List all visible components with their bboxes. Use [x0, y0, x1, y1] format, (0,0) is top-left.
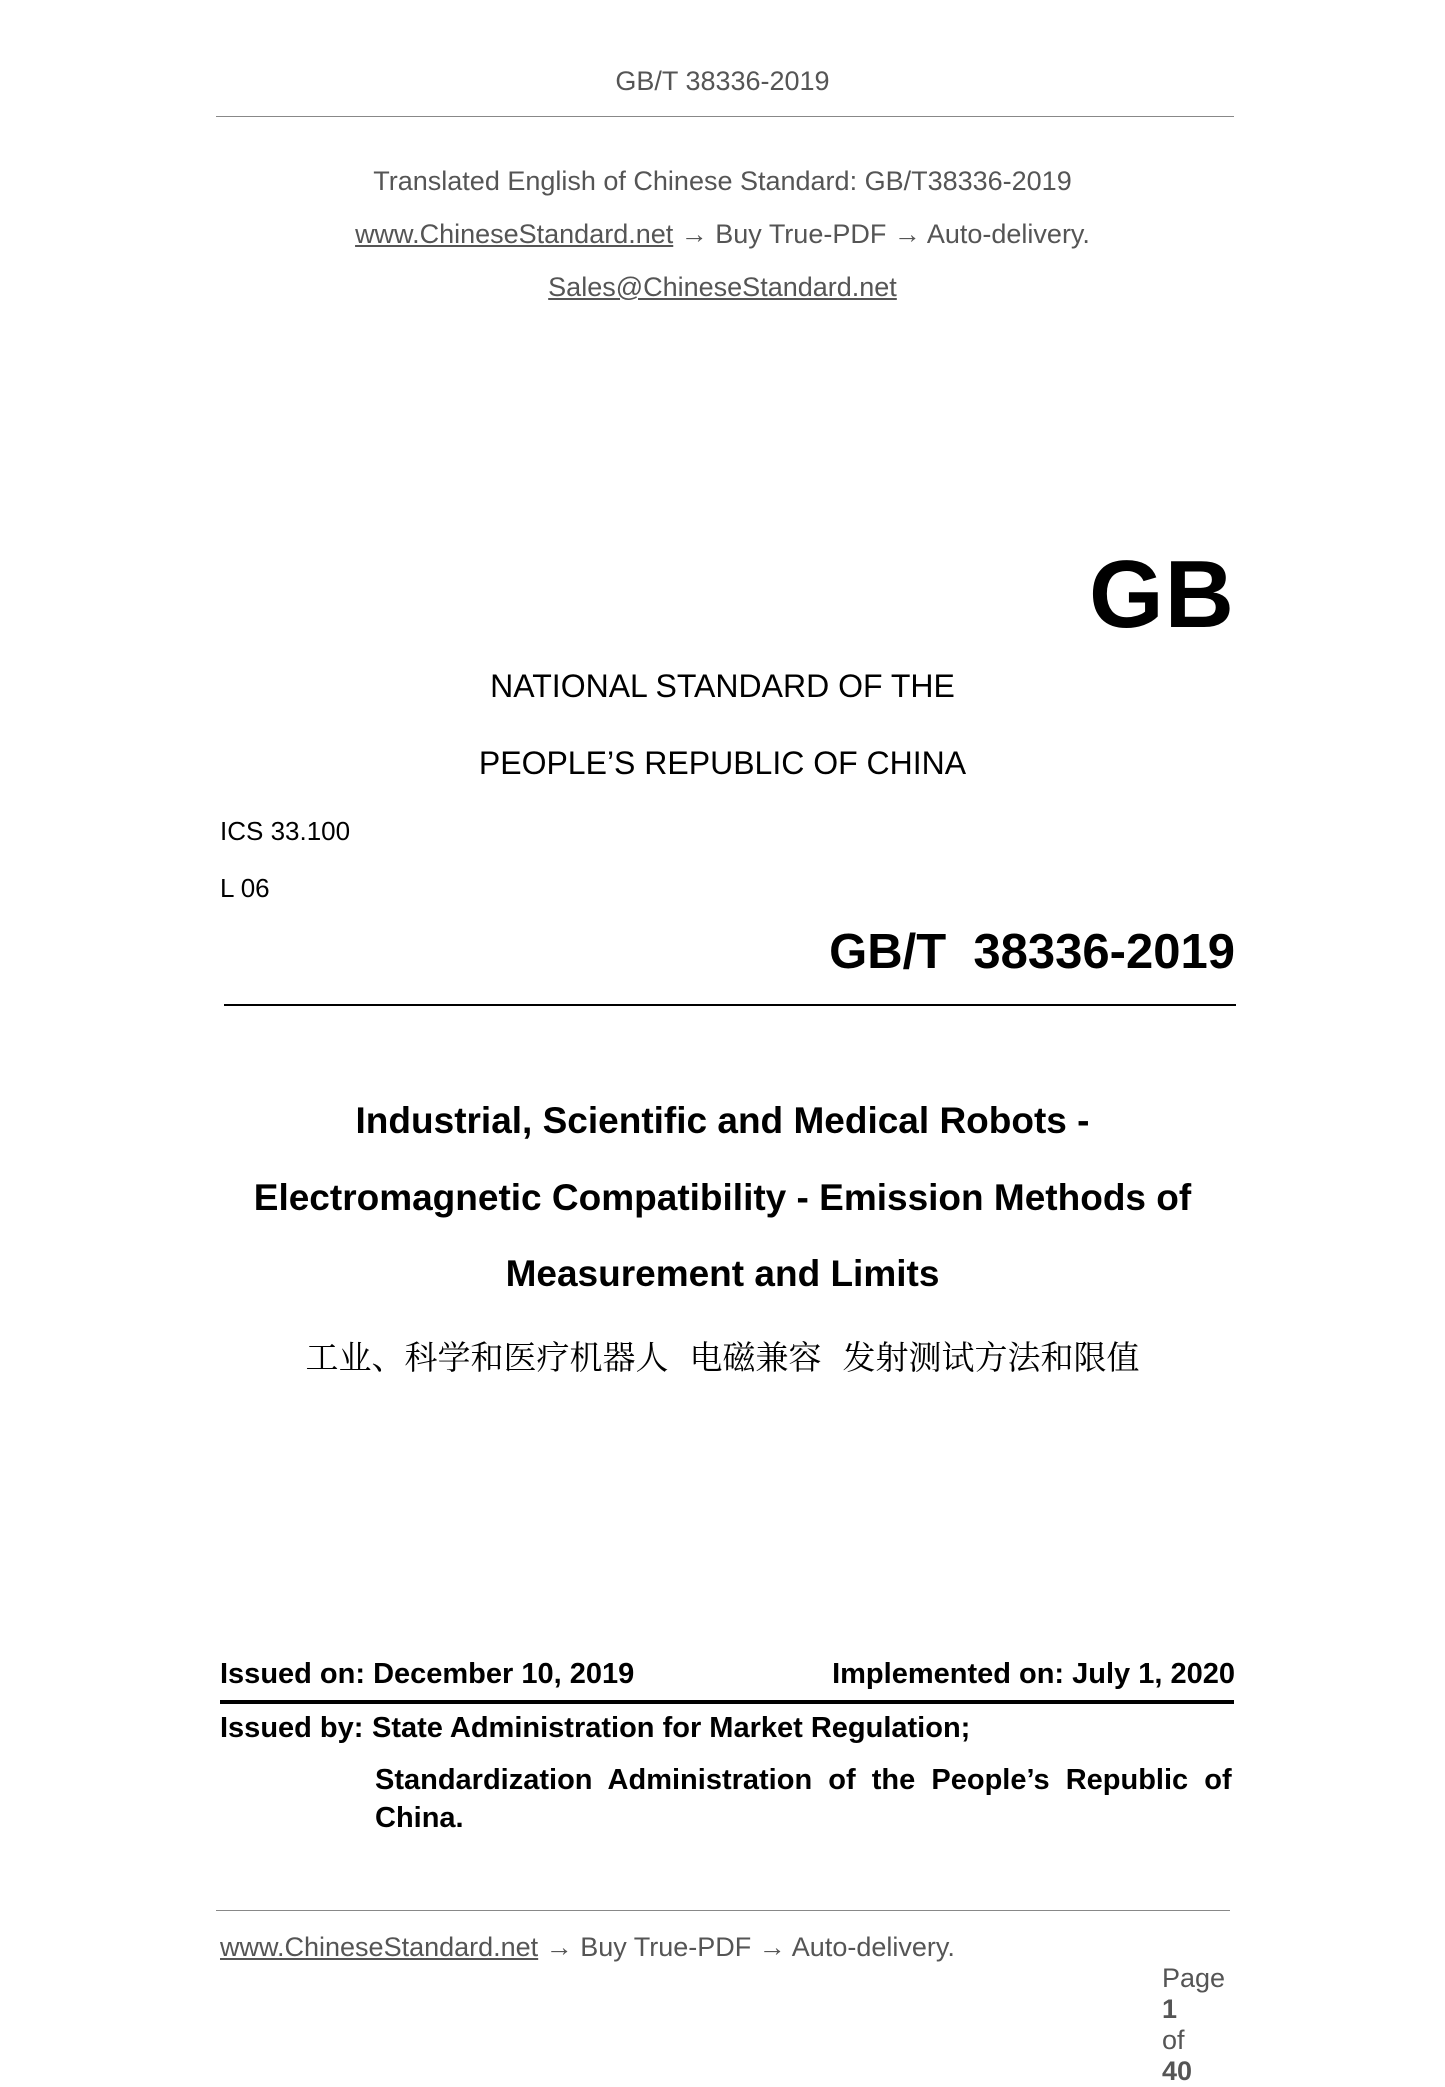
issuing-authority-1: State Administration for Market Regulation; [372, 1712, 971, 1744]
buy-true-pdf-text: Buy True-PDF [715, 219, 887, 249]
running-header: GB/T 38336-2019 [615, 66, 830, 96]
issued-by-label: Issued by: [220, 1712, 364, 1744]
document-title-line1: Industrial, Scientific and Medical Robots - [355, 1100, 1090, 1141]
footer-buy-text: Buy True-PDF [580, 1932, 752, 1962]
arrow-right-icon: → [758, 1932, 786, 1962]
national-standard-line2: PEOPLE’S REPUBLIC OF CHINA [478, 745, 967, 781]
issuing-authority-2-cont: China. [375, 1802, 464, 1834]
footer-site-link[interactable]: www.ChineseStandard.net [220, 1932, 539, 1962]
document-title-line2: Electromagnetic Compatibility - Emission Methods of [253, 1177, 1192, 1218]
issuing-authority-2: Standardization Administration of the People’s Republic of [375, 1764, 1232, 1796]
sales-email-link[interactable]: Sales@ChineseStandard.net [548, 272, 897, 302]
email-line [0, 272, 1445, 303]
site-link[interactable]: www.ChineseStandard.net [355, 219, 674, 249]
ccs-code: L 06 [220, 873, 270, 903]
standard-number-divider [224, 1004, 1236, 1006]
footer-delivery-text: Auto-delivery. [791, 1932, 955, 1962]
issued-on: Issued on: December 10, 2019 [220, 1658, 635, 1690]
page-label: Page [1161, 1963, 1225, 1993]
arrow-right-icon: → [680, 219, 708, 249]
arrow-right-icon: → [893, 219, 921, 249]
standard-number: GB/T 38336-2019 [829, 925, 1235, 979]
translation-notice: Translated English of Chinese Standard: GB/T38336-2019 [373, 166, 1072, 196]
footer-purchase-line [220, 1932, 955, 1963]
footer-divider [216, 1910, 1230, 1911]
header-divider [216, 116, 1234, 117]
of-label: of [1161, 2025, 1185, 2055]
arrow-right-icon: → [545, 1932, 573, 1962]
issuance-divider [220, 1700, 1234, 1704]
ics-code: ICS 33.100 [220, 816, 351, 846]
chinese-title: 工业、科学和医疗机器人 电磁兼容 发射测试方法和限值 [305, 1338, 1140, 1377]
gb-mark: GB [1089, 541, 1235, 648]
national-standard-line1: NATIONAL STANDARD OF THE [490, 668, 955, 704]
page-total: 40 [1161, 2056, 1192, 2086]
purchase-line [0, 219, 1445, 250]
auto-delivery-text: Auto-delivery. [926, 219, 1090, 249]
document-title-line3: Measurement and Limits [505, 1253, 940, 1294]
page-number: 1 [1161, 1994, 1177, 2024]
implemented-on: Implemented on: July 1, 2020 [832, 1658, 1235, 1690]
page-indicator [1147, 1932, 1225, 2087]
